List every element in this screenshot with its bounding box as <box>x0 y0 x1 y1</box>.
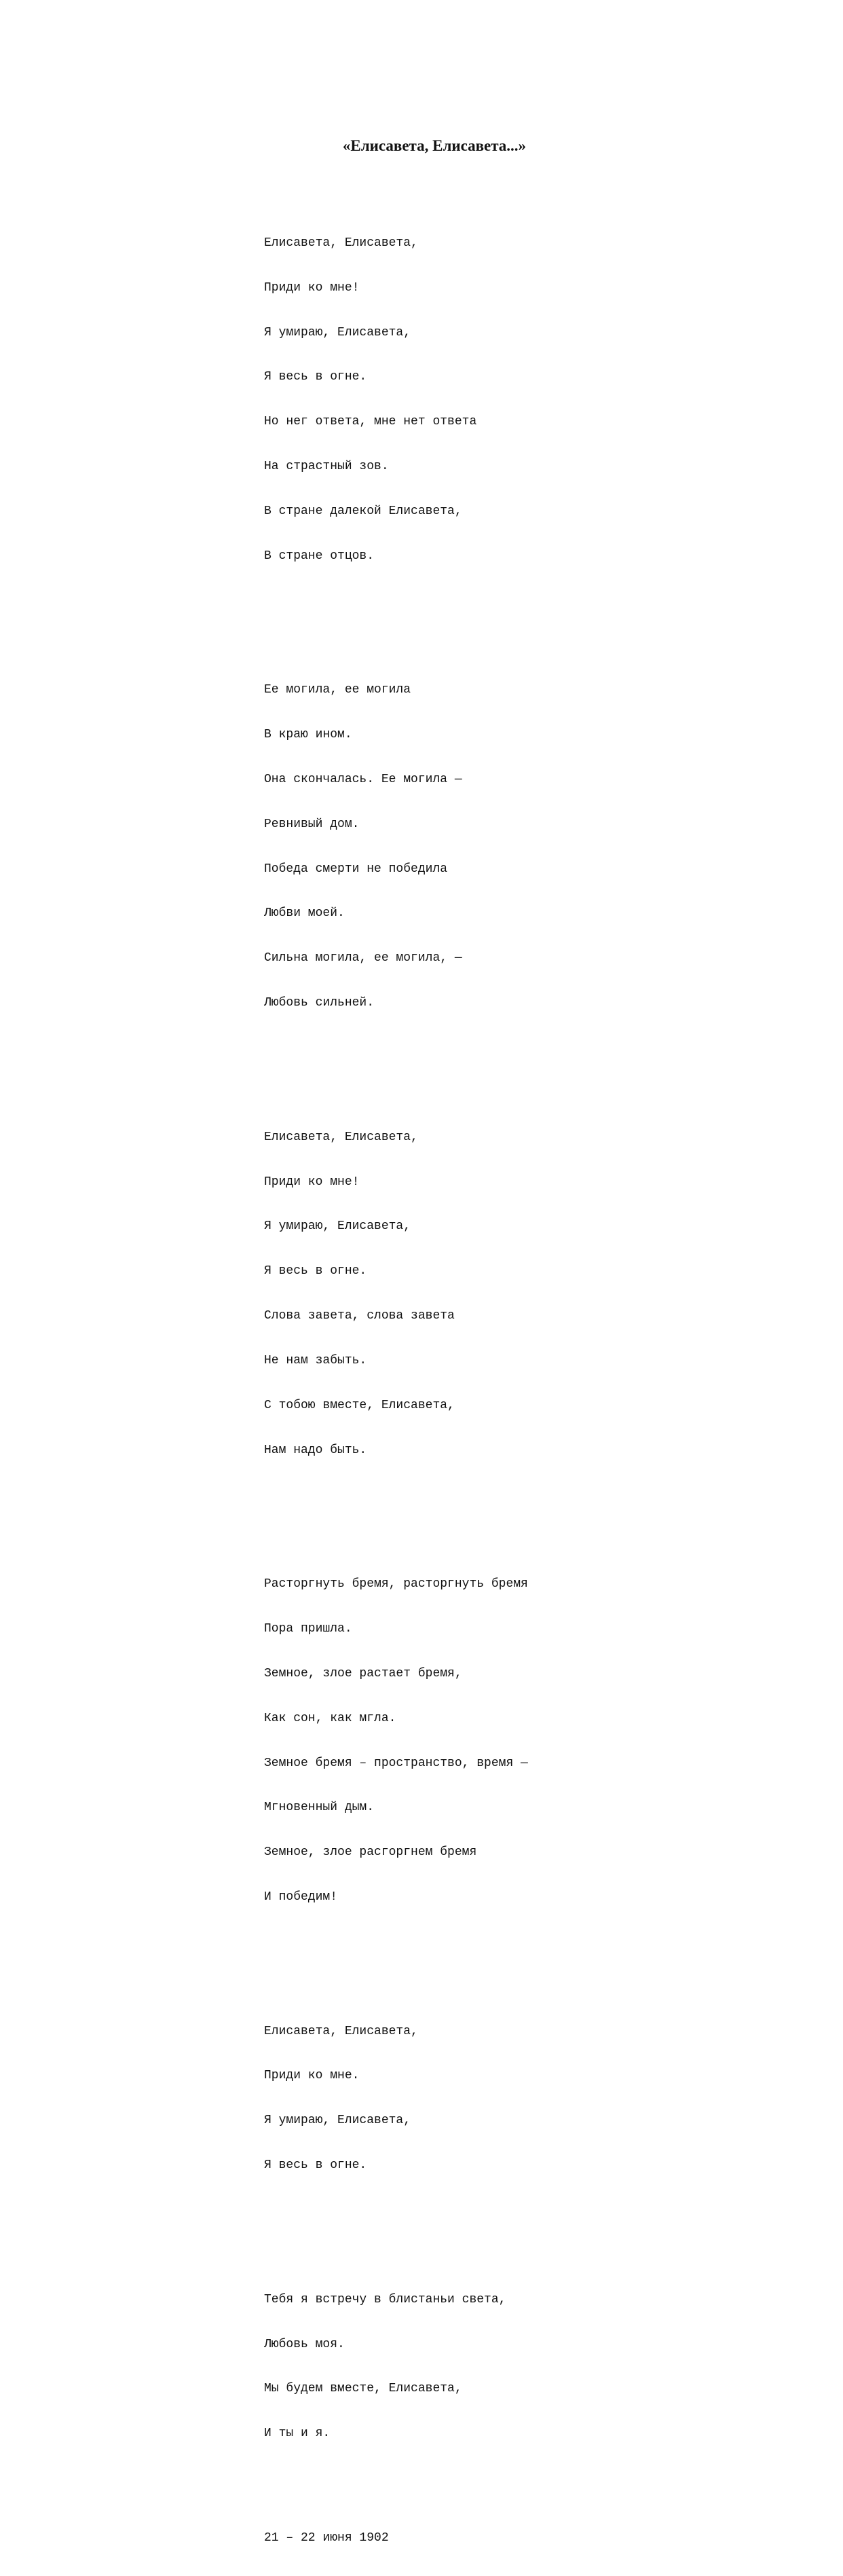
poem-line: Она скончалась. Ее могила — <box>264 772 462 786</box>
poem-line: Победа смерти не победила <box>264 862 448 876</box>
poem-line: Любовь сильней. <box>264 996 375 1010</box>
poem-line: В стране отцов. <box>264 549 375 563</box>
poem-line: Нам надо быть. <box>264 1443 367 1457</box>
poem-line: Ее могила, ее могила <box>264 683 411 697</box>
poem-line: Земное, злое растает бремя, <box>264 1666 462 1680</box>
poem-line: Приди ко мне. <box>264 2069 360 2083</box>
poem-line: Я весь в огне. <box>264 2158 367 2173</box>
poem-line: Приди ко мне! <box>264 1175 360 1189</box>
poem-line: Приди ко мне! <box>264 280 360 295</box>
poem-line: Как сон, как мгла. <box>264 1711 396 1725</box>
stanza-1 <box>264 206 528 594</box>
poem-line: В стране далекой Елисавета, <box>264 504 462 518</box>
poem-line: Но нег ответа, мне нет ответа <box>264 415 477 429</box>
poem-line: Елисавета, Елисавета, <box>264 236 418 250</box>
poem-line: Расторгнуть бремя, расторгнуть бремя <box>264 1577 528 1591</box>
stanza-4 <box>264 1547 528 1935</box>
stanza-2 <box>264 653 528 1041</box>
stanza-5 <box>264 1995 528 2203</box>
poem-title: «Елисавета, Елисавета...» <box>342 137 527 154</box>
poem-line: Земное бремя – пространство, время — <box>264 1756 528 1770</box>
poem-line: Любви моей. <box>264 906 345 921</box>
poem-line: Мы будем вместе, Елисавета, <box>264 2382 462 2396</box>
poem-line: Мгновенный дым. <box>264 1801 375 1815</box>
poem-line: В краю ином. <box>264 728 352 742</box>
poem-date: 21 – 22 июня 1902 <box>264 2531 389 2545</box>
poem-line: Любовь моя. <box>264 2337 345 2351</box>
poem-line: Я весь в огне. <box>264 370 367 384</box>
poem-line: Я умираю, Елисавета, <box>264 325 411 339</box>
poem-line: Сильна могила, ее могила, — <box>264 951 462 965</box>
poem-line: Земное, злое расгоргнем бремя <box>264 1845 477 1860</box>
poem-line: Пора пришла. <box>264 1622 352 1636</box>
poem-line: На страстный зов. <box>264 460 389 474</box>
poem-line: И ты и я. <box>264 2427 331 2441</box>
poem-line: Ревнивый дом. <box>264 817 360 831</box>
poem-line: Тебя я встречу в блистаньи света, <box>264 2292 506 2306</box>
poem-line: И победим! <box>264 1890 338 1905</box>
poem-line: С тобою вместе, Елисавета, <box>264 1398 455 1412</box>
poem-line: Не нам забыть. <box>264 1353 367 1367</box>
stanza-6 <box>264 2263 528 2471</box>
stanza-3 <box>264 1101 528 1488</box>
poem-line: Я умираю, Елисавета, <box>264 2114 411 2128</box>
poem-line: Елисавета, Елисавета, <box>264 2024 418 2038</box>
poem-line: Слова завета, слова завета <box>264 1309 455 1323</box>
poem-body <box>264 177 528 2576</box>
poem-line: Я умираю, Елисавета, <box>264 1219 411 1234</box>
poem-line: Я весь в огне. <box>264 1264 367 1278</box>
poem-line: Елисавета, Елисавета, <box>264 1130 418 1144</box>
